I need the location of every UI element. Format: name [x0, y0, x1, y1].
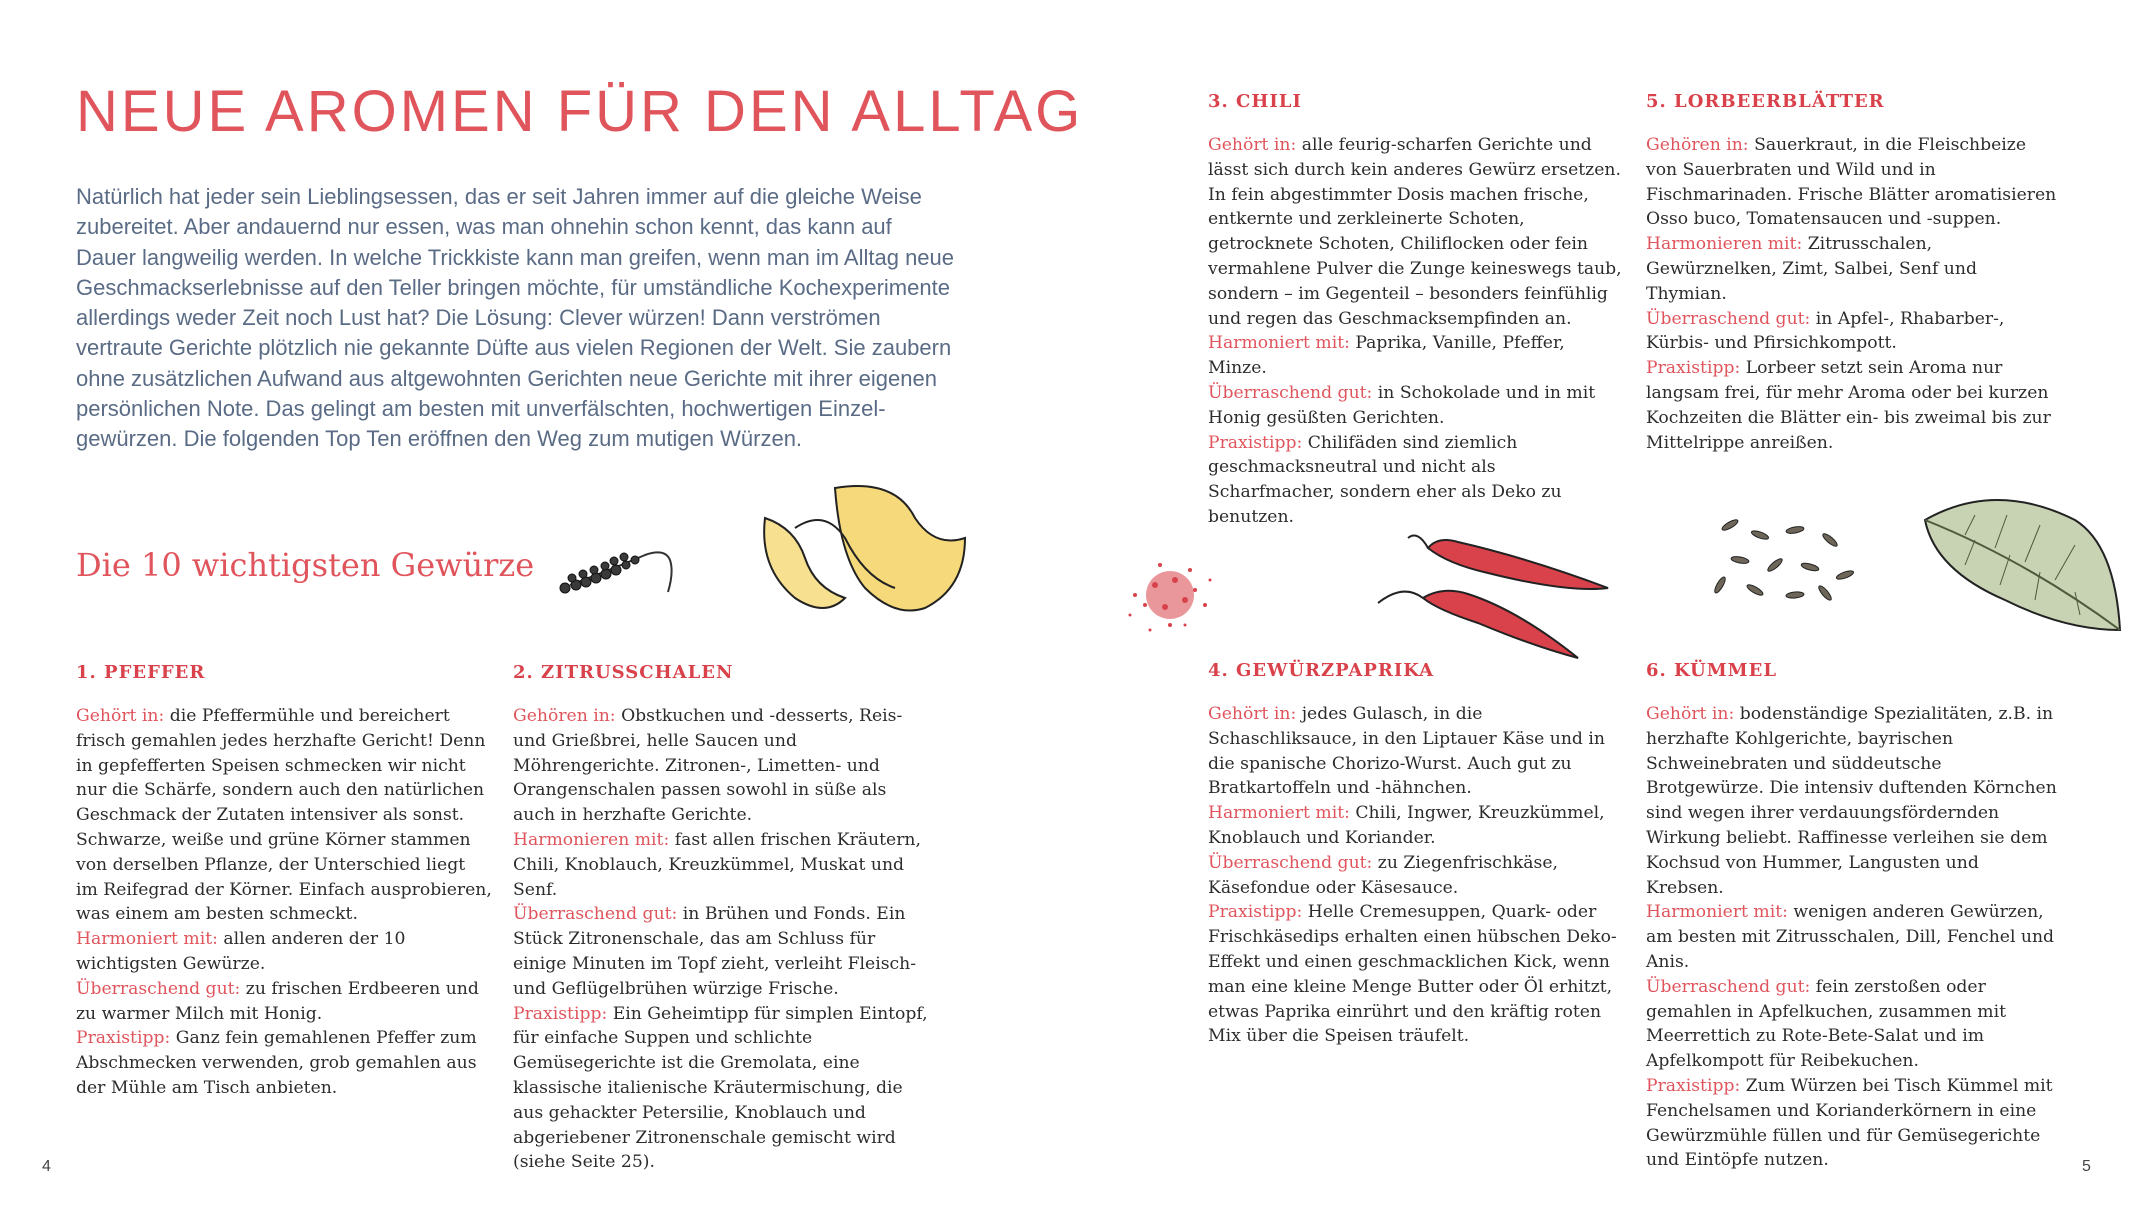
spice-zitrusschalen: [513, 662, 929, 1175]
page-number-left: 4: [42, 1158, 51, 1175]
spice-chili: [1208, 91, 1624, 530]
page-number-right: 5: [2082, 1158, 2091, 1175]
spice-pfeffer: [76, 662, 492, 1101]
caraway-illustration: [1700, 505, 1870, 610]
spice-heading: 6. KÜMMEL: [1646, 660, 1777, 681]
section-subtitle: Die 10 wichtigsten Gewürze: [76, 546, 535, 584]
spice-heading: 2. ZITRUSSCHALEN: [513, 662, 734, 683]
spice-heading: 5. LORBEERBLÄTTER: [1646, 91, 1885, 112]
spice-lorbeerblaetter: [1646, 91, 2062, 455]
spice-text: Gehört in: die Pfeffermühle und bereichert frisch gemahlen jedes herzhafte Gericht! Denn in gepfefferten Speisen schmecken wir nicht nur die Schärfe, sondern auch den natürlichen Geschmack der Zutaten intensiver als sonst. Schwarze, weiße und grüne Körner stammen von derselben Pflanze, der Unterschied liegt im Reifegrad der Körner. Einfach ausprobieren, was einem am besten schmeckt. Harmoniert mit: allen anderen der 10 wichtigsten Gewürze. Überraschend gut: zu frischen Erdbeeren und zu warmer Milch mit Honig. Praxistipp: Ganz fein gemahlenen Pfeffer zum Abschmecken verwenden, grob gemahlen aus der Mühle am Tisch anbieten.: [76, 706, 492, 1098]
spice-heading: 1. PFEFFER: [76, 662, 206, 683]
bay-leaf-illustration: [1915, 490, 2130, 640]
spice-gewuerzpaprika: [1208, 660, 1624, 1049]
spice-kuemmel: [1646, 660, 2062, 1173]
spice-heading: 4. GEWÜRZPAPRIKA: [1208, 660, 1435, 681]
spice-text: Gehören in: Sauerkraut, in die Fleischbeize von Sauerbraten und Wild und in Fischmarinaden. Frische Blätter aromatisieren Osso buco, Tomatensaucen und -suppen. Harmonieren mit: Zitrusschalen, Gewürznelken, Zimt, Salbei, Senf und Thymian. Überraschend gut: in Apfel-, Rhabarber-, Kürbis- und Pfirsichkompott. Praxistipp: Lorbeer setzt sein Aroma nur langsam frei, für mehr Aroma oder bei kurzen Kochzeiten die Blätter ein- bis zweimal bis zur Mittelrippe anreißen.: [1646, 135, 2057, 453]
citrus-peel-illustration: [755, 478, 975, 618]
spice-text: Gehört in: alle feurig-scharfen Gerichte und lässt sich durch kein anderes Gewürz ersetzen. In fein abgestimmter Dosis machen frische, entkernte und zerkleinerte Schoten, getrocknete Schoten, Chiliflocken oder fein vermahlene Pulver die Zunge keineswegs taub, sondern – im Gegenteil – besonders feinfühlig und regen das Geschmacksempfinden an. Harmoniert mit: Paprika, Vanille, Pfeffer, Minze. Überraschend gut: in Schokolade und in mit Honig gesüßten Gerichten. Praxistipp: Chilifäden sind ziemlich geschmacksneutral und nicht als Scharfmacher, sondern eher als Deko zu benutzen.: [1208, 135, 1622, 527]
spice-text: Gehört in: jedes Gulasch, in die Schaschliksauce, in den Liptauer Käse und in die spanische Chorizo-Wurst. Auch gut zu Bratkartoffeln und -hähnchen. Harmoniert mit: Chili, Ingwer, Kreuzkümmel, Knoblauch und Koriander. Überraschend gut: zu Ziegenfrischkäse, Käsefondue oder Käsesauce. Praxistipp: Helle Cremesuppen, Quark- oder Frischkäsedips erhalten einen hübschen Deko-Effekt und einen geschmacklichen Kick, wenn man eine kleine Menge Butter oder Öl erhitzt, etwas Paprika einrührt und den kräftig roten Mix über die Speisen träufelt.: [1208, 704, 1617, 1047]
spice-heading: 3. CHILI: [1208, 91, 1302, 112]
spice-text: Gehört in: bodenständige Spezialitäten, z.B. in herzhafte Kohlgerichte, bayrischen Schweinebraten und süddeutsche Brotgewürze. Die intensiv duftenden Körnchen sind wegen ihrer verdauungsfördernden Wirkung beliebt. Raffinesse verleihen sie dem Kochsud von Hummer, Langusten und Krebsen. Harmoniert mit: wenigen anderen Gewürzen, am besten mit Zitrusschalen, Dill, Fenchel und Anis. Überraschend gut: fein zerstoßen oder gemahlen in Apfelkuchen, zusammen mit Meerrettich zu Rote-Bete-Salat und im Apfelkompott für Reibekuchen. Praxistipp: Zum Würzen bei Tisch Kümmel mit Fenchelsamen und Korianderkörnern in eine Gewürzmühle füllen und für Gemüsegerichte und Eintöpfe nutzen.: [1646, 704, 2057, 1171]
chili-peppers-illustration: [1368, 528, 1618, 668]
page-title: NEUE AROMEN FÜR DEN ALLTAG: [76, 79, 1084, 144]
pepper-illustration: [550, 530, 680, 610]
spice-text: Gehören in: Obstkuchen und -desserts, Reis- und Grießbrei, helle Saucen und Möhrengerichte. Zitronen-, Limetten- und Orangenschalen passen sowohl in süße als auch in herzhafte Gerichte. Harmonieren mit: fast allen frischen Kräutern, Chili, Knoblauch, Kreuzkümmel, Muskat und Senf. Überraschend gut: in Brühen und Fonds. Ein Stück Zitronenschale, das am Schluss für einige Minuten im Topf zieht, verleiht Fleisch- und Geflügelbrühen würzige Frische. Praxistipp: Ein Geheimtipp für simplen Eintopf, für einfache Suppen und schlichte Gemüsegerichte ist die Gremolata, eine klassische italienische Kräutermischung, die aus gehackter Petersilie, Knoblauch und abgeriebener Zitronenschale gemischt wird (siehe Seite 25).: [513, 706, 928, 1173]
chili-powder-illustration: [1115, 545, 1225, 645]
intro-paragraph: Natürlich hat jeder sein Lieblingsessen, das er seit Jahren immer auf die gleiche Weise zubereitet. Aber andauernd nur essen, was man ohnehin schon kennt, das kann auf Dauer langweilig werden. In welche Trickkiste kann man greifen, wenn man im Alltag neue Geschmackserlebnisse auf den Teller bringen möchte, für umständliche Kochexperimente allerdings weder Zeit noch Lust hat? Die Lösung: Clever würzen! Dann verströmen vertraute Gerichte plötzlich nie gekannte Düfte aus vielen Regionen der Welt. Sie zaubern ohne zusätzlichen Aufwand aus altgewohnten Gerichten neue Gerichte mit ihrer eigenen persönlichen Note. Das gelingt am besten mit unverfälschten, hochwertigen Einzelgewürzen. Die folgenden Top Ten eröffnen den Weg zum mutigen Würzen.: [76, 184, 955, 452]
